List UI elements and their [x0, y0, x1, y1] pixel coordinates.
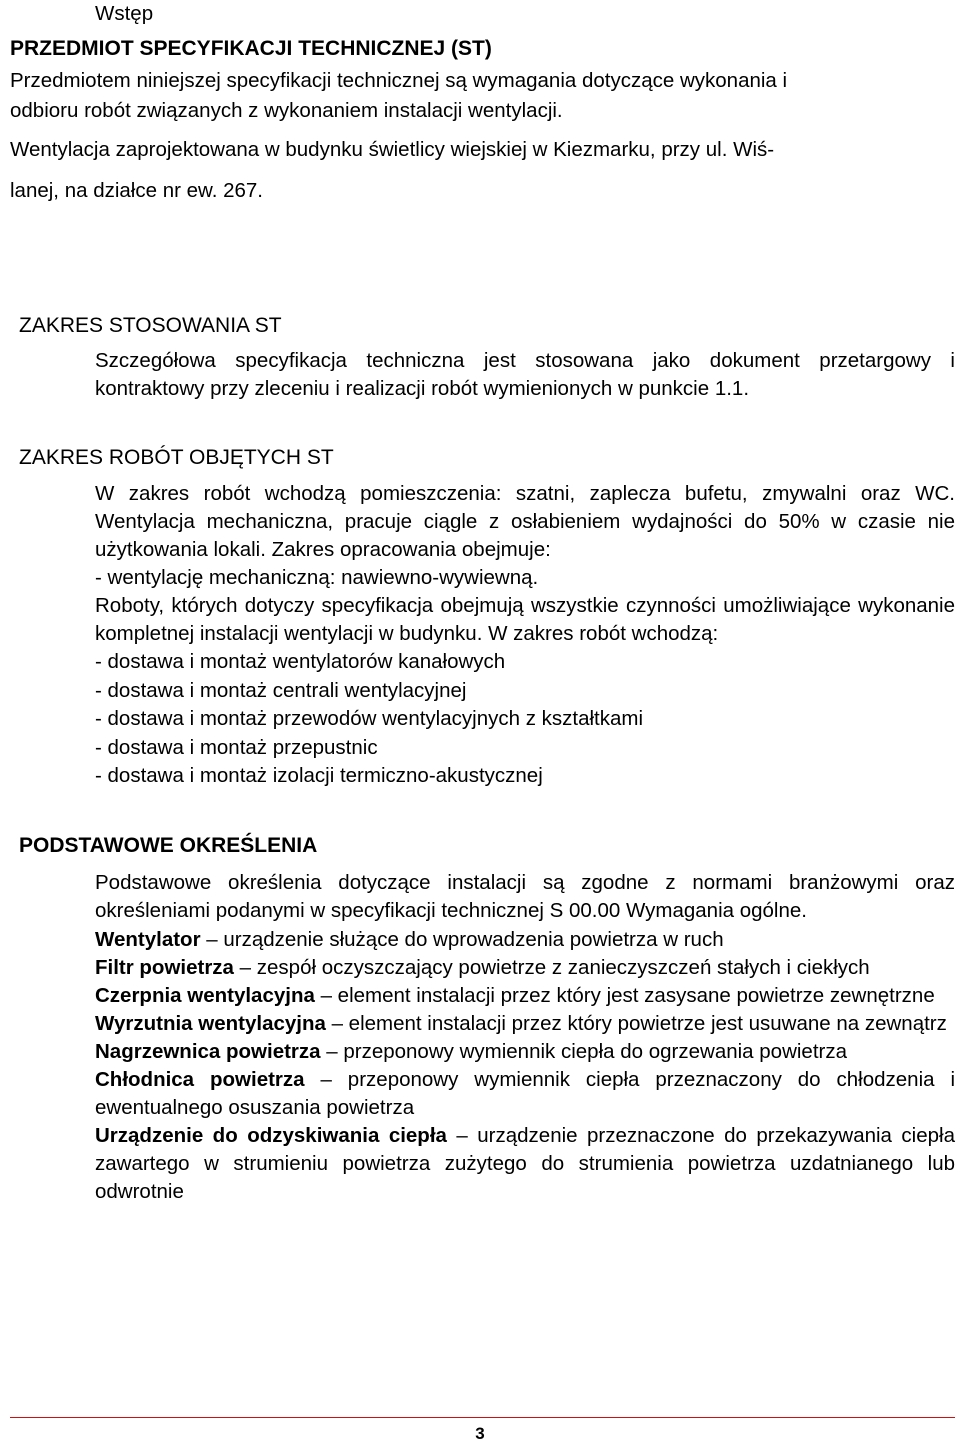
definition-list — [95, 926, 955, 1206]
definition-desc: – zespół oczyszczający powietrze z zanieczyszczeń stałych i ciekłych — [233, 956, 870, 979]
list-item: - dostawa i montaż izolacji termiczno-akustycznej — [95, 764, 543, 787]
section4-body — [95, 869, 955, 1206]
intro-heading: Wstęp — [95, 2, 154, 25]
definition-desc: – przeponowy wymiennik ciepła do ogrzewania powietrza — [320, 1040, 848, 1063]
definition-term: Chłodnica powietrza — [95, 1068, 305, 1091]
section1-line: lanej, na działce nr ew. 267. — [10, 179, 263, 202]
section1-line: odbioru robót związanych z wykonaniem instalacji wentylacji. — [10, 99, 563, 122]
definition-term: Wentylator — [95, 928, 201, 951]
definition-term: Wyrzutnia wentylacyjna — [95, 1012, 326, 1035]
section3-body — [95, 480, 955, 791]
definition-item — [95, 1038, 955, 1066]
definition-desc: – element instalacji przez który jest zasysane powietrze zewnętrzne — [314, 984, 935, 1007]
definition-item — [95, 926, 955, 954]
section1-line: Wentylacja zaprojektowana w budynku świetlicy wiejskiej w Kiezmarku, przy ul. Wiś- — [10, 138, 775, 161]
definition-desc: – element instalacji przez który powietrze jest usuwane na zewnątrz — [325, 1012, 947, 1035]
list-item: - dostawa i montaż wentylatorów kanałowych — [95, 650, 506, 673]
section2-title: ZAKRES STOSOWANIA ST — [19, 314, 282, 337]
definition-desc: – urządzenie służące do wprowadzenia powietrza w ruch — [200, 928, 724, 951]
section3-scope-item: - wentylację mechaniczną: nawiewno-wywiewną. — [95, 566, 539, 589]
section4-title: PODSTAWOWE OKREŚLENIA — [19, 834, 318, 857]
definition-desc: – przeponowy wymiennik ciepła przeznaczony do chłodzenia i ewentualnego osuszania powietrza — [95, 1068, 955, 1119]
definition-item — [95, 1122, 955, 1206]
section2-text: Szczegółowa specyfikacja techniczna jest stosowana jako dokument przetargowy i kontraktowy przy zleceniu i realizacji robót wymienionych w punkcie 1.1. — [95, 349, 955, 400]
footer-rule — [10, 1417, 955, 1418]
definition-desc: – urządzenie przeznaczone do przekazywania ciepła zawartego w strumieniu powietrza zużytego do strumienia powietrza uzdatnianego lub odwrotnie — [95, 1124, 955, 1203]
section3-paragraph: W zakres robót wchodzą pomieszczenia: szatni, zaplecza bufetu, zmywalni oraz WC. Wentylacja mechaniczna, pracuje ciągle z osłabieniem wydajności do 50% w czasie nie użytkowania lokali. Zakres opracowania obejmuje: — [95, 482, 955, 561]
definition-term: Czerpnia wentylacyjna — [95, 984, 315, 1007]
section4-intro: Podstawowe określenia dotyczące instalacji są zgodne z normami branżowymi oraz określeniami podanymi w specyfikacji technicznej S 00.00 Wymagania ogólne. — [95, 871, 955, 922]
definition-term: Nagrzewnica powietrza — [95, 1040, 321, 1063]
works-list — [95, 648, 955, 791]
definition-item — [95, 1066, 955, 1122]
section1-line: Przedmiotem niniejszej specyfikacji technicznej są wymagania dotyczące wykonania i — [10, 69, 788, 92]
definition-item — [95, 982, 955, 1010]
section3-title: ZAKRES ROBÓT OBJĘTYCH ST — [19, 446, 334, 469]
section3-paragraph: Roboty, których dotyczy specyfikacja obejmują wszystkie czynności umożliwiające wykonanie kompletnej instalacji wentylacji w budynku. W zakres robót wchodzą: — [95, 594, 955, 645]
section1-title: PRZEDMIOT SPECYFIKACJI TECHNICZNEJ (ST) — [10, 37, 492, 60]
section1-body — [10, 67, 955, 207]
list-item: - dostawa i montaż przepustnic — [95, 735, 378, 759]
definition-item — [95, 1010, 955, 1038]
definition-term: Urządzenie do odzyskiwania ciepła — [95, 1124, 447, 1147]
list-item: - dostawa i montaż centrali wentylacyjnej — [95, 678, 467, 702]
definition-item — [95, 954, 955, 982]
page-number: 3 — [475, 1424, 485, 1443]
list-item: - dostawa i montaż przewodów wentylacyjnych z kształtkami — [95, 707, 644, 730]
definition-term: Filtr powietrza — [95, 956, 234, 979]
